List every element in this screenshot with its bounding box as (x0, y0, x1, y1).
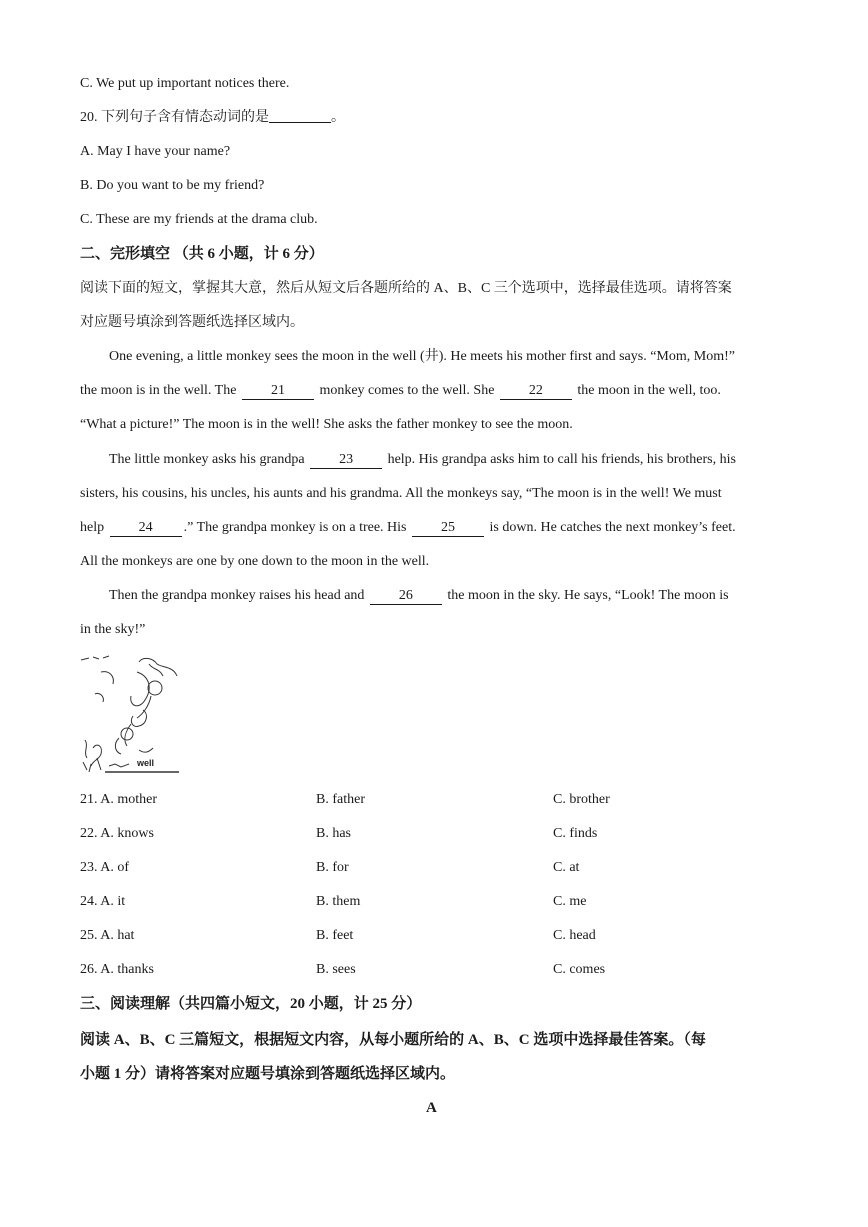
passage-text: .” The grandpa monkey is on a tree. His (183, 520, 407, 535)
section2-instruction-line2: 对应题号填涂到答题纸选择区域内。 (80, 315, 304, 330)
blank-24: 24 (110, 519, 182, 537)
choice-21-a: 21. A. mother (80, 792, 157, 807)
passage-text: the moon in the sky. He says, “Look! The moon is (447, 588, 729, 603)
choice-22-a: 22. A. knows (80, 826, 154, 841)
q20-option-a: A. May I have your name? (80, 144, 231, 159)
passage-text: The little monkey asks his grandpa (109, 452, 305, 467)
passage-line (80, 381, 721, 401)
choice-21-c: C. brother (553, 792, 610, 807)
passage-line (109, 450, 736, 470)
blank-23: 23 (310, 451, 382, 469)
q20-answer-blank (269, 108, 331, 123)
blank-26: 26 (370, 587, 442, 605)
q19-option-c: C. We put up important notices there. (80, 76, 290, 91)
passage-text: Then the grandpa monkey raises his head and (109, 588, 365, 603)
section3-instruction-line2: 小题 1 分）请将答案对应题号填涂到答题纸选择区域内。 (80, 1066, 456, 1082)
q20-stem-end: 。 (331, 110, 345, 125)
choice-24-b: B. them (316, 894, 361, 909)
section2-heading: 二、完形填空 （共 6 小题，计 6 分） (80, 246, 324, 262)
monkeys-well-illustration (79, 654, 183, 774)
q20-stem-text: 20. 下列句子含有情态动词的是 (80, 110, 269, 125)
choice-23-c: C. at (553, 860, 580, 875)
choice-22-c: C. finds (553, 826, 598, 841)
q20-stem (80, 108, 345, 128)
q20-option-b: B. Do you want to be my friend? (80, 178, 265, 193)
choice-23-a: 23. A. of (80, 860, 129, 875)
choice-26-c: C. comes (553, 962, 606, 977)
passage-line: sisters, his cousins, his uncles, his aunts and his grandma. All the monkeys say, “The moon is in the well! We must (80, 486, 722, 501)
passage-text: monkey comes to the well. She (319, 383, 495, 398)
choice-25-c: C. head (553, 928, 596, 943)
passage-line (80, 518, 736, 538)
part-label-a: A (426, 1100, 437, 1116)
choice-21-b: B. father (316, 792, 365, 807)
choice-24-c: C. me (553, 894, 587, 909)
passage-text: the moon is in the well. The (80, 383, 237, 398)
passage-text: help. His grandpa asks him to call his friends, his brothers, his (387, 452, 736, 467)
passage-line: in the sky!” (80, 622, 146, 637)
blank-22: 22 (500, 382, 572, 400)
passage-line (109, 586, 729, 606)
section3-instruction-line1: 阅读 A、B、C 三篇短文，根据短文内容，从每小题所给的 A、B、C 选项中选择最佳答案。（每 (80, 1032, 706, 1048)
passage-text: the moon in the well, too. (577, 383, 721, 398)
choice-24-a: 24. A. it (80, 894, 126, 909)
blank-25: 25 (412, 519, 484, 537)
choice-22-b: B. has (316, 826, 351, 841)
section2-instruction-line1: 阅读下面的短文，掌握其大意，然后从短文后各题所给的 A、B、C 三个选项中，选择最佳选项。请将答案 (80, 281, 732, 296)
choice-25-b: B. feet (316, 928, 354, 943)
passage-text: is down. He catches the next monkey’s feet. (489, 520, 736, 535)
blank-21: 21 (242, 382, 314, 400)
choice-25-a: 25. A. hat (80, 928, 135, 943)
q20-option-c: C. These are my friends at the drama club. (80, 212, 318, 227)
well-label: well (137, 758, 155, 768)
choice-26-a: 26. A. thanks (80, 962, 154, 977)
passage-line: “What a picture!” The moon is in the well! She asks the father monkey to see the moon. (80, 417, 573, 432)
passage-text: help (80, 520, 105, 535)
passage-line: All the monkeys are one by one down to the moon in the well. (80, 554, 430, 569)
choice-23-b: B. for (316, 860, 349, 875)
choice-26-b: B. sees (316, 962, 356, 977)
section3-heading: 三、阅读理解（共四篇小短文，20 小题，计 25 分） (80, 996, 422, 1012)
passage-line: One evening, a little monkey sees the moon in the well (井). He meets his mother first and says. “Mom, Mom!” (109, 349, 735, 364)
